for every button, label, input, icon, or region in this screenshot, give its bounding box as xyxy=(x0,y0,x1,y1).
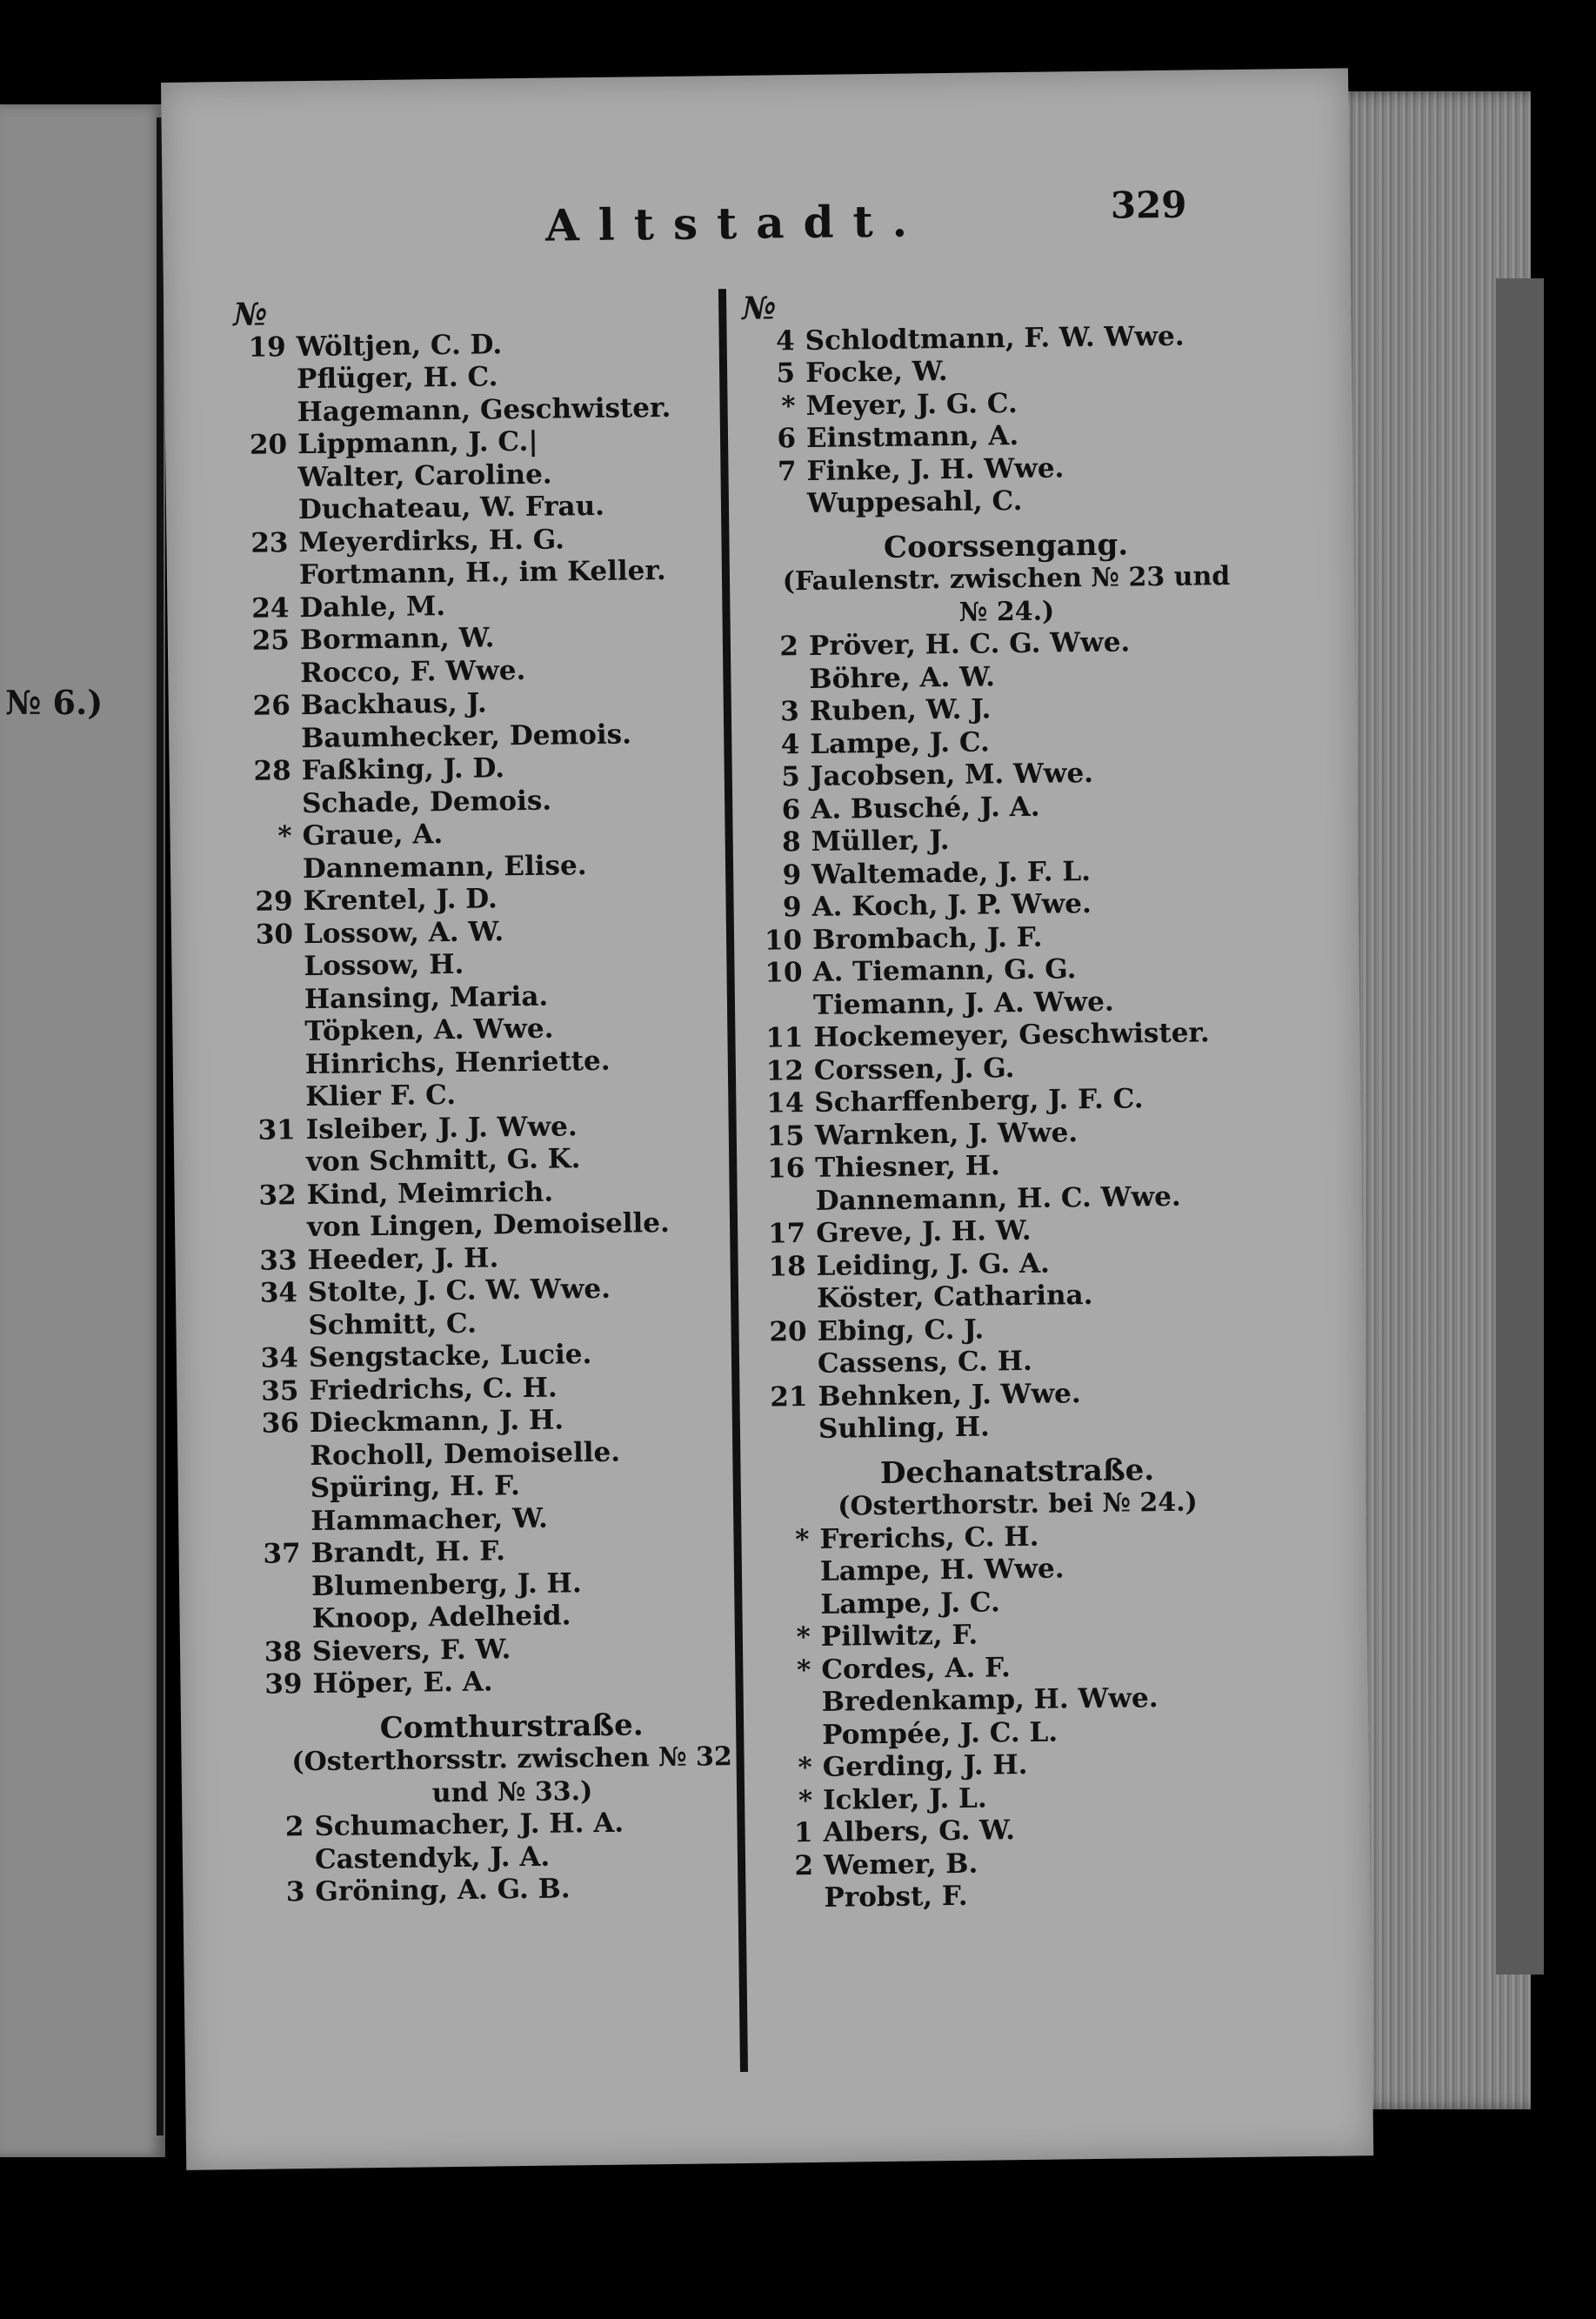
resident-name: Lampe, H. Wwe. xyxy=(819,1553,1065,1587)
resident-name: A. Tiemann, G. G. xyxy=(812,953,1077,988)
house-number: 3 xyxy=(780,696,800,728)
resident-name: Sievers, F. W. xyxy=(311,1633,511,1667)
house-number: 17 xyxy=(767,1218,806,1250)
house-number: 37 xyxy=(263,1538,301,1570)
resident-name: Waltemade, J. F. L. xyxy=(811,855,1092,891)
house-number: 12 xyxy=(765,1054,805,1087)
house-number: 5 xyxy=(776,358,796,390)
house-number: * xyxy=(277,820,292,852)
gutter-line xyxy=(157,117,164,2135)
resident-name: Isleiber, J. J. Wwe. xyxy=(305,1110,578,1146)
house-number: 25 xyxy=(251,625,290,657)
house-number: 4 xyxy=(775,324,795,357)
house-number: 31 xyxy=(257,1113,296,1146)
resident-name: Böhre, A. W. xyxy=(809,660,996,695)
resident-name: Wöltjen, C. D. xyxy=(296,328,503,363)
house-number xyxy=(237,559,299,592)
resident-name: Greve, J. H. W. xyxy=(815,1214,1032,1249)
resident-name: Leiding, J. G. A. xyxy=(816,1247,1051,1282)
house-number: 30 xyxy=(255,918,294,951)
house-number xyxy=(745,488,807,521)
house-number: 39 xyxy=(264,1668,303,1701)
directory-entry xyxy=(250,1663,771,1702)
house-number: * xyxy=(781,390,796,422)
resident-name: Pompée, J. C. L. xyxy=(822,1716,1058,1751)
house-number: 26 xyxy=(252,690,290,722)
resident-name: Höper, E. A. xyxy=(312,1666,493,1701)
street-heading: Coorssengang. xyxy=(883,526,1129,565)
house-number xyxy=(243,1049,305,1082)
resident-name: Fortmann, H., im Keller. xyxy=(298,554,666,591)
resident-name: Lossow, A. W. xyxy=(303,915,504,950)
house-number xyxy=(249,1603,311,1636)
running-header: Altstadt. xyxy=(544,195,927,251)
resident-name: Baumhecker, Demois. xyxy=(300,718,632,754)
house-number: 4 xyxy=(780,728,800,760)
house-number xyxy=(245,1310,308,1343)
resident-name: Schmitt, C. xyxy=(308,1307,477,1341)
resident-name: Ruben, W. J. xyxy=(809,693,992,727)
resident-name: Frerichs, C. H. xyxy=(819,1520,1039,1555)
resident-name: Jacobsen, M. Wwe. xyxy=(810,757,1094,792)
resident-name: Klier F. C. xyxy=(305,1079,457,1113)
house-number: 10 xyxy=(765,957,803,989)
resident-name: Hammacher, W. xyxy=(310,1502,549,1537)
resident-name: Blumenberg, J. H. xyxy=(311,1567,582,1602)
resident-name: Graue, A. xyxy=(302,819,444,852)
house-number: 38 xyxy=(264,1635,303,1668)
resident-name: Meyer, J. G. C. xyxy=(805,387,1018,422)
house-number xyxy=(751,989,813,1022)
house-number xyxy=(242,1016,304,1049)
house-number: 15 xyxy=(766,1119,805,1153)
resident-name: Finke, J. H. Wwe. xyxy=(806,451,1065,487)
page-number: 329 xyxy=(1110,183,1187,227)
resident-name: von Lingen, Demoiselle. xyxy=(306,1206,671,1244)
house-number xyxy=(242,984,304,1017)
resident-name: Gerding, J. H. xyxy=(822,1748,1028,1783)
house-number: 24 xyxy=(251,591,290,625)
resident-name: Castendyk, J. A. xyxy=(314,1841,551,1875)
house-number: 5 xyxy=(781,761,801,793)
resident-name: Hansing, Maria. xyxy=(304,980,549,1015)
street-location-note: (Osterthorsstr. zwischen № 32 xyxy=(291,1741,732,1778)
resident-name: Meyerdirks, H. G. xyxy=(298,523,565,558)
resident-name: Dahle, M. xyxy=(299,590,446,624)
resident-name: Behnken, J. Wwe. xyxy=(818,1377,1081,1413)
resident-name: Einstmann, A. xyxy=(805,419,1019,454)
resident-name: Krentel, J. D. xyxy=(303,883,498,918)
resident-name: Thiesner, H. xyxy=(815,1150,1001,1184)
resident-name: Friedrichs, C. H. xyxy=(309,1372,558,1407)
house-number: 6 xyxy=(777,423,797,455)
resident-name: Bredenkamp, H. Wwe. xyxy=(821,1682,1159,1718)
resident-name: Müller, J. xyxy=(811,824,950,858)
resident-name: Wuppesahl, C. xyxy=(806,485,1023,519)
resident-name: Tiemann, J. A. Wwe. xyxy=(812,986,1114,1021)
resident-name: Knoop, Adelheid. xyxy=(311,1600,571,1635)
house-number: 34 xyxy=(259,1277,298,1309)
house-number: 16 xyxy=(766,1153,805,1185)
resident-name: Probst, F. xyxy=(824,1880,968,1914)
resident-name: Dieckmann, J. H. xyxy=(309,1404,564,1440)
resident-name: Töpken, A. Wwe. xyxy=(304,1012,554,1048)
resident-name: A. Busché, J. A. xyxy=(811,791,1040,825)
house-number: 20 xyxy=(769,1315,807,1348)
resident-name: Faßking, J. D. xyxy=(301,752,505,787)
house-number xyxy=(237,658,300,691)
house-number: 14 xyxy=(766,1087,805,1119)
house-number xyxy=(756,1413,818,1447)
page xyxy=(161,68,1373,2169)
house-number xyxy=(755,1348,818,1381)
house-number: 28 xyxy=(253,755,291,787)
house-number xyxy=(252,1843,315,1876)
resident-name: Heeder, J. H. xyxy=(307,1241,499,1276)
street-location-note: № 24.) xyxy=(958,595,1055,628)
house-number: * xyxy=(796,1654,811,1686)
house-number: 2 xyxy=(779,631,799,663)
house-number xyxy=(248,1506,311,1539)
house-number: * xyxy=(798,1751,812,1784)
house-number xyxy=(761,1882,824,1915)
resident-name: Scharffenberg, J. F. C. xyxy=(814,1083,1144,1119)
house-number xyxy=(753,1185,816,1218)
house-number: 32 xyxy=(258,1179,297,1212)
resident-name: Schumacher, J. H. A. xyxy=(314,1807,624,1842)
resident-name: Kind, Meimrich. xyxy=(306,1176,554,1211)
house-number xyxy=(243,1081,305,1114)
resident-name: Hinrichs, Henriette. xyxy=(304,1045,611,1080)
resident-name: Brombach, J. F. xyxy=(811,921,1043,956)
resident-name: Ickler, J. L. xyxy=(822,1782,987,1816)
resident-name: Rocco, F. Wwe. xyxy=(300,654,526,689)
resident-name: Pflüger, H. C. xyxy=(296,361,498,396)
house-number: 33 xyxy=(259,1244,297,1277)
house-number xyxy=(234,397,297,430)
resident-name: Hagemann, Geschwister. xyxy=(297,391,671,428)
resident-name: Dannemann, Elise. xyxy=(302,849,587,885)
house-number: 35 xyxy=(261,1374,299,1407)
house-number: 7 xyxy=(777,455,797,487)
house-number: 10 xyxy=(764,924,803,957)
resident-name: Lippmann, J. C.| xyxy=(297,425,538,461)
number-sign: № xyxy=(233,296,268,334)
house-number: * xyxy=(798,1784,813,1816)
resident-name: Spüring, H. F. xyxy=(310,1470,521,1505)
house-number: 18 xyxy=(768,1250,806,1283)
house-number: 36 xyxy=(261,1407,300,1440)
number-sign: № xyxy=(741,290,777,327)
house-number: 20 xyxy=(249,429,288,461)
resident-name: von Schmitt, G. K. xyxy=(305,1143,581,1179)
resident-name: Duchateau, W. Frau. xyxy=(297,490,605,526)
house-number: 19 xyxy=(248,331,286,364)
resident-name: A. Koch, J. P. Wwe. xyxy=(811,888,1092,923)
house-number xyxy=(241,951,304,984)
resident-name: Brandt, H. F. xyxy=(311,1535,506,1570)
directory-entry xyxy=(252,1871,774,1910)
house-number: * xyxy=(796,1621,811,1654)
house-number: 29 xyxy=(255,885,293,918)
resident-name: Lossow, H. xyxy=(304,948,464,983)
house-number xyxy=(759,1687,822,1720)
resident-name: Wemer, B. xyxy=(823,1848,978,1881)
street-location-note: (Osterthorstr. bei № 24.) xyxy=(838,1487,1198,1522)
house-number xyxy=(758,1588,820,1621)
house-number xyxy=(244,1212,307,1245)
house-number xyxy=(754,1283,817,1316)
left-column xyxy=(233,293,775,1910)
house-number: 2 xyxy=(794,1849,814,1881)
resident-name: Gröning, A. G. B. xyxy=(315,1873,571,1908)
street-heading: Comthurstraße. xyxy=(379,1707,644,1746)
resident-name: Focke, W. xyxy=(805,355,948,389)
house-number: 23 xyxy=(250,526,289,559)
resident-name: Backhaus, J. xyxy=(300,687,487,722)
resident-name: Pröver, H. C. G. Wwe. xyxy=(808,626,1131,662)
left-page xyxy=(0,104,165,2157)
house-number: 9 xyxy=(782,892,802,924)
house-number xyxy=(746,663,809,696)
house-number xyxy=(244,1146,306,1180)
resident-name: Warnken, J. Wwe. xyxy=(814,1116,1078,1152)
house-number xyxy=(234,364,297,397)
resident-name: Lampe, J. C. xyxy=(820,1586,1001,1621)
street-location-note: (Faulenstr. zwischen № 23 und xyxy=(782,561,1231,598)
house-number xyxy=(758,1556,820,1589)
resident-name: Corssen, J. G. xyxy=(813,1052,1015,1086)
resident-name: Stolte, J. C. W. Wwe. xyxy=(307,1273,611,1309)
house-number: 21 xyxy=(770,1380,808,1413)
house-number xyxy=(239,788,302,821)
house-number: 9 xyxy=(782,859,802,891)
street-heading: Dechanatstraße. xyxy=(879,1452,1155,1491)
house-number xyxy=(235,462,297,495)
house-number xyxy=(249,1571,311,1604)
house-number xyxy=(248,1473,311,1506)
directory-entry xyxy=(751,1016,1272,1055)
resident-name: Albers, G. W. xyxy=(823,1814,1016,1848)
resident-name: Pillwitz, F. xyxy=(820,1619,978,1653)
house-number: 3 xyxy=(285,1876,305,1908)
resident-name: Ebing, C. J. xyxy=(817,1313,985,1347)
resident-name: Rocholl, Demoiselle. xyxy=(310,1436,621,1472)
resident-name: Bormann, W. xyxy=(299,622,495,657)
book-board xyxy=(1496,278,1544,1975)
resident-name: Cordes, A. F. xyxy=(821,1651,1012,1686)
house-number: 2 xyxy=(284,1811,304,1843)
resident-name: Dannemann, H. C. Wwe. xyxy=(815,1180,1181,1217)
house-number: 1 xyxy=(793,1816,813,1849)
house-number xyxy=(238,723,301,756)
directory-entry xyxy=(761,1876,1283,1915)
resident-name: Schade, Demois. xyxy=(301,785,552,819)
resident-name: Sengstacke, Lucie. xyxy=(308,1339,592,1374)
street-location-note: und № 33.) xyxy=(431,1775,593,1808)
resident-name: Walter, Caroline. xyxy=(297,458,552,493)
house-number xyxy=(759,1719,822,1752)
house-number xyxy=(236,494,298,527)
resident-name: Schlodtmann, F. W. Wwe. xyxy=(805,320,1185,357)
resident-name: Cassens, C. H. xyxy=(817,1345,1033,1380)
resident-name: Hockemeyer, Geschwister. xyxy=(813,1017,1210,1053)
house-number: 34 xyxy=(260,1342,299,1374)
house-number: 8 xyxy=(781,826,801,859)
left-page-fragment: № 6.) xyxy=(5,683,104,722)
house-number: 11 xyxy=(765,1022,804,1054)
house-number xyxy=(240,853,303,886)
house-number: 6 xyxy=(781,793,801,825)
directory-entry xyxy=(756,1407,1278,1447)
resident-name: Köster, Catharina. xyxy=(816,1280,1093,1314)
house-number xyxy=(247,1440,310,1474)
resident-name: Suhling, H. xyxy=(818,1411,991,1445)
house-number: * xyxy=(795,1523,810,1555)
resident-name: Lampe, J. C. xyxy=(810,725,990,760)
right-column xyxy=(742,287,1284,1916)
directory-entry xyxy=(745,483,1266,522)
